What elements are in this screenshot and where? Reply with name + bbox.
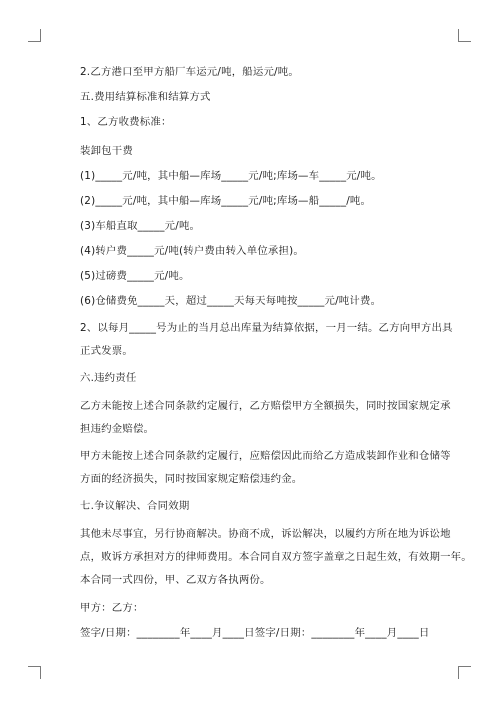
parties-label: 甲方：乙方： — [80, 602, 144, 614]
transport-rate-line: 2.乙方港口至甲方船厂车运元/吨，船运元/吨。 — [80, 66, 299, 78]
fee-item-5: (5)过磅费_____元/吨。 — [80, 270, 190, 282]
crop-mark-top-left-v — [40, 29, 41, 42]
party-b-breach-line-2: 担违约金赔偿。 — [80, 423, 155, 435]
section-heading-dispute: 七.争议解决、合同效期 — [80, 500, 190, 512]
fee-item-6: (6)仓储费免_____天，超过_____天每天每吨按_____元/吨计费。 — [80, 295, 382, 307]
crop-mark-top-right-h — [458, 41, 471, 42]
crop-mark-bottom-right-v — [458, 666, 459, 679]
section-heading-breach: 六.违约责任 — [80, 372, 137, 384]
fee-item-4: (4)转户费_____元/吨(转户费由转入单位承担)。 — [80, 245, 304, 257]
fee-item-3: (3)车船直取_____元/吨。 — [80, 220, 201, 232]
dispute-paragraph-line-2: 点，败诉方承担对方的律师费用。本合同自双方签字盖章之日起生效，有效期一年。 — [80, 551, 472, 563]
settlement-paragraph-line-1: 2、以每月_____号为止的当月总出库量为结算依据，一月一结。乙方向甲方出具 — [80, 322, 453, 334]
signature-date-line: 签字/日期：________年____月____日签字/日期：________年____月____日 — [80, 627, 430, 639]
section-heading-settlement: 五.费用结算标准和结算方式 — [80, 91, 211, 103]
dispute-paragraph-line-1: 其他未尽事宜，另行协商解决。协商不成，诉讼解决，以履约方所在地为诉讼地 — [80, 528, 451, 540]
crop-mark-top-right-v — [458, 29, 459, 42]
crop-mark-bottom-right-h — [458, 666, 471, 667]
fee-item-1: (1)_____元/吨，其中船—库场_____元/吨;库场—车_____元/吨。 — [80, 170, 382, 182]
copies-statement: 本合同一式四份，甲、乙双方各执两份。 — [80, 574, 271, 586]
party-a-breach-line-2: 方面的经济损失，同时按国家规定赔偿违约金。 — [80, 473, 303, 485]
fee-item-2: (2)_____元/吨，其中船—库场_____元/吨;库场—船_____/吨。 — [80, 195, 372, 207]
party-a-breach-line-1: 甲方未能按上述合同条款约定履行，应赔偿因此而给乙方造成装卸作业和仓储等 — [80, 450, 451, 462]
fee-standard-heading: 1、乙方收费标准： — [80, 116, 172, 128]
settlement-paragraph-line-2: 正式发票。 — [80, 345, 133, 357]
party-b-breach-line-1: 乙方未能按上述合同条款约定履行，乙方赔偿甲方全额损失，同时按国家规定承 — [80, 400, 451, 412]
crop-mark-bottom-left-v — [40, 666, 41, 679]
loading-fee-label: 装卸包干费 — [80, 145, 133, 157]
